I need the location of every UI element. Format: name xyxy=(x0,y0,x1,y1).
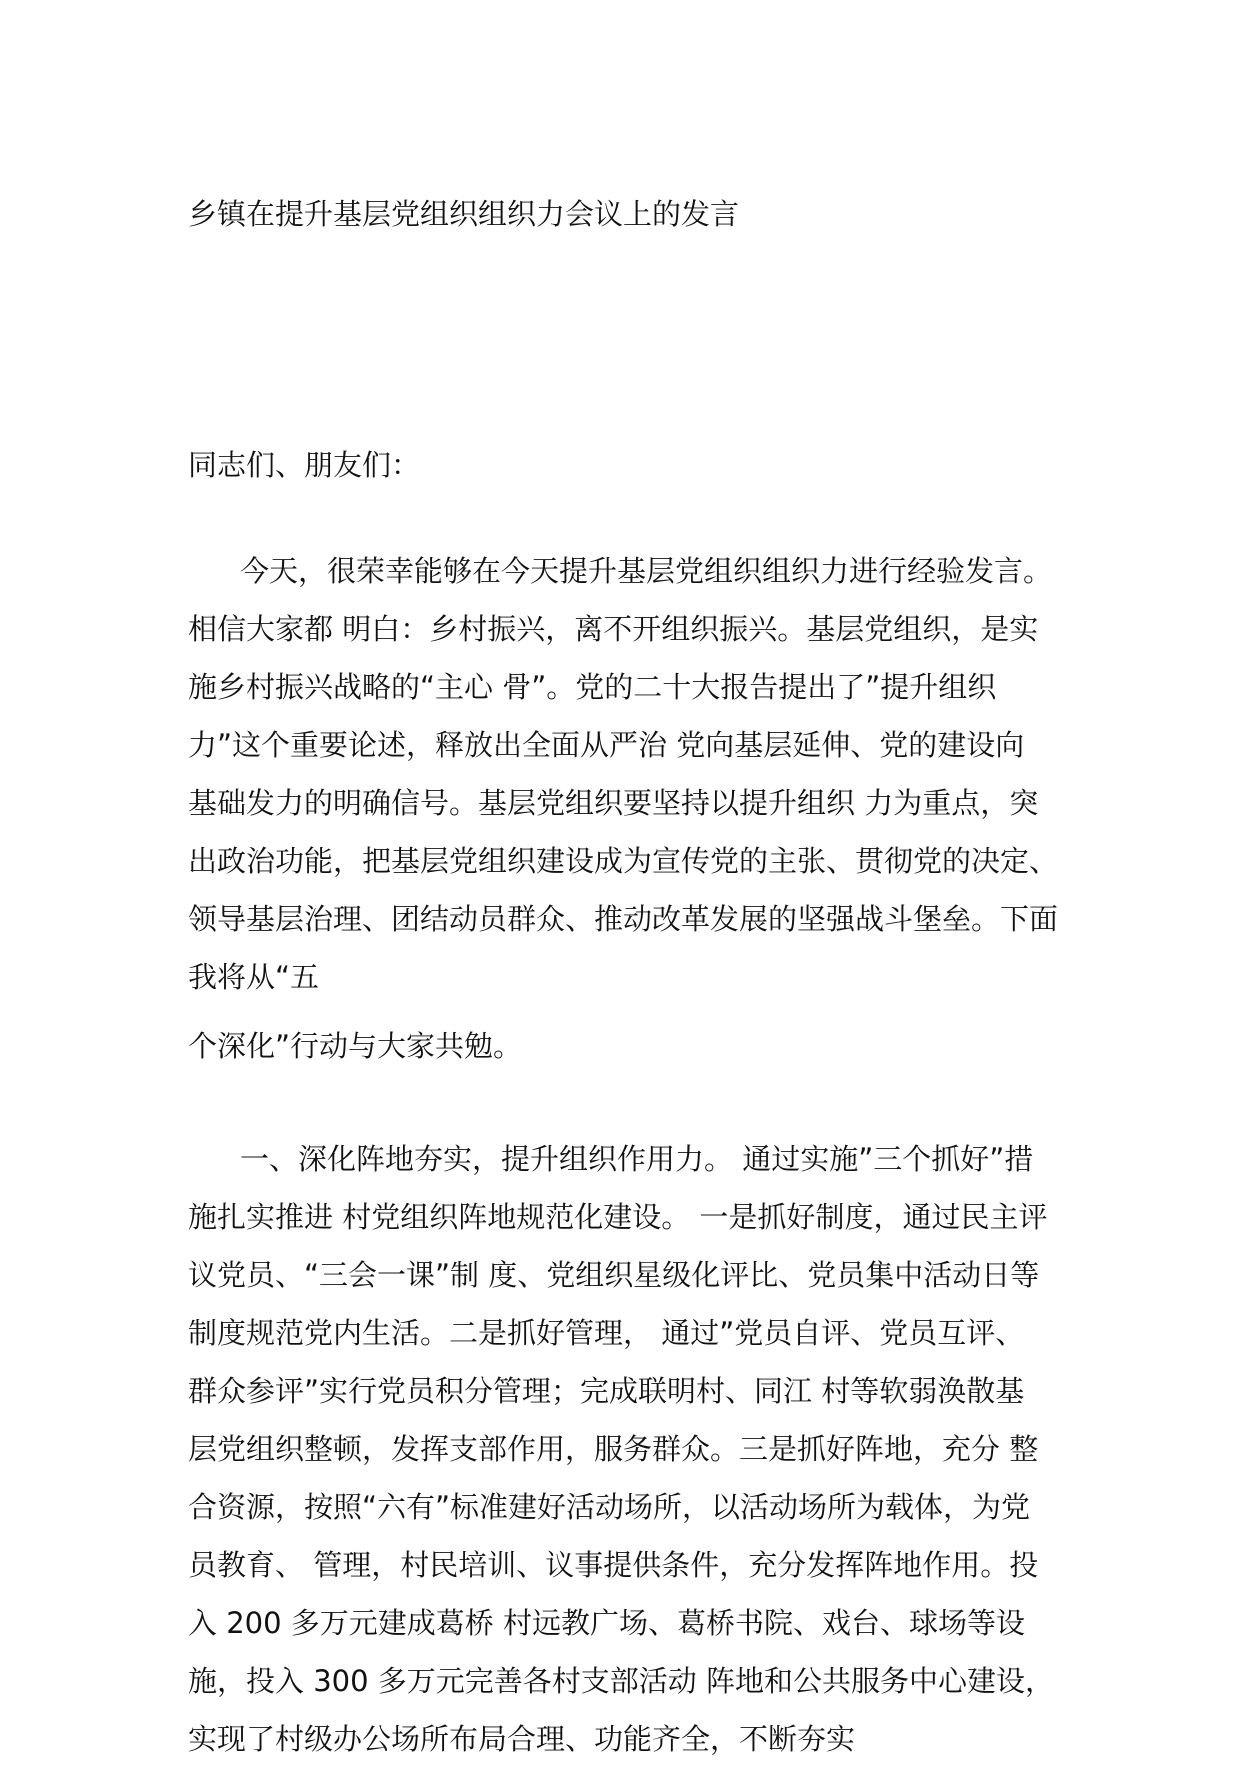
paragraph-line: 基础发力的明确信号。基层党组织要坚持以提升组织 力为重点，突 xyxy=(188,786,1039,820)
paragraph-line: 入 200 多万元建成葛桥 村远教广场、葛桥书院、戏台、球场等设 xyxy=(188,1606,1026,1640)
paragraph-line: 我将从“五 xyxy=(188,960,320,994)
paragraph-line: 层党组织整顿，发挥支部作用，服务群众。三是抓好阵地，充分 整 xyxy=(188,1432,1039,1466)
paragraph-line: 议党员、“三会一课”制 度、党组织星级化评比、党员集中活动日等 xyxy=(188,1258,1040,1292)
paragraph-line: 合资源，按照“六有”标准建好活动场所，以活动场所为载体，为党 xyxy=(188,1490,1031,1524)
paragraph-line: 领导基层治理、团结动员群众、推动改革发展的坚强战斗堡垒。下面 xyxy=(188,902,1059,936)
paragraph-line: 今天，很荣幸能够在今天提升基层党组织组织力进行经验发言。 xyxy=(240,554,1053,588)
paragraph-intro-continued xyxy=(188,1017,1088,1075)
paragraph-line: 施，投入 300 多万元完善各村支部活动 阵地和公共服务中心建设， xyxy=(188,1664,1055,1698)
paragraph-line: 制度规范党内生活。二是抓好管理， 通过”党员自评、党员互评、 xyxy=(188,1316,1025,1350)
paragraph-line: 施乡村振兴战略的“主心 骨”。党的二十大报告提出了”提升组织 xyxy=(188,670,997,704)
paragraph-line: 相信大家都 明白：乡村振兴，离不开组织振兴。基层党组织，是实 xyxy=(188,612,1039,646)
paragraph-line: 一、深化阵地夯实，提升组织作用力。 通过实施”三个抓好”措 xyxy=(240,1142,1034,1176)
paragraph-line: 出政治功能，把基层党组织建设成为宣传党的主张、贯彻党的决定、 xyxy=(188,844,1059,878)
paragraph-line: 员教育、 管理，村民培训、议事提供条件，充分发挥阵地作用。投 xyxy=(188,1548,1039,1582)
document-title: 乡镇在提升基层党组织组织力会议上的发言 xyxy=(188,197,740,231)
paragraph-line: 个深化”行动与大家共勉。 xyxy=(188,1029,523,1063)
paragraph-intro xyxy=(188,542,1088,1006)
paragraph-line: 群众参评”实行党员积分管理；完成联明村、同江 村等软弱涣散基 xyxy=(188,1374,1025,1408)
paragraph-line: 力”这个重要论述，释放出全面从严治 党向基层延伸、党的建设向 xyxy=(188,728,1025,762)
paragraph-line: 施扎实推进 村党组织阵地规范化建设。 一是抓好制度，通过民主评 xyxy=(188,1200,1048,1234)
paragraph-line: 实现了村级办公场所布局合理、功能齐全，不断夯实 xyxy=(188,1722,856,1756)
salutation: 同志们、朋友们： xyxy=(188,448,421,482)
paragraph-section-one xyxy=(188,1130,1088,1768)
